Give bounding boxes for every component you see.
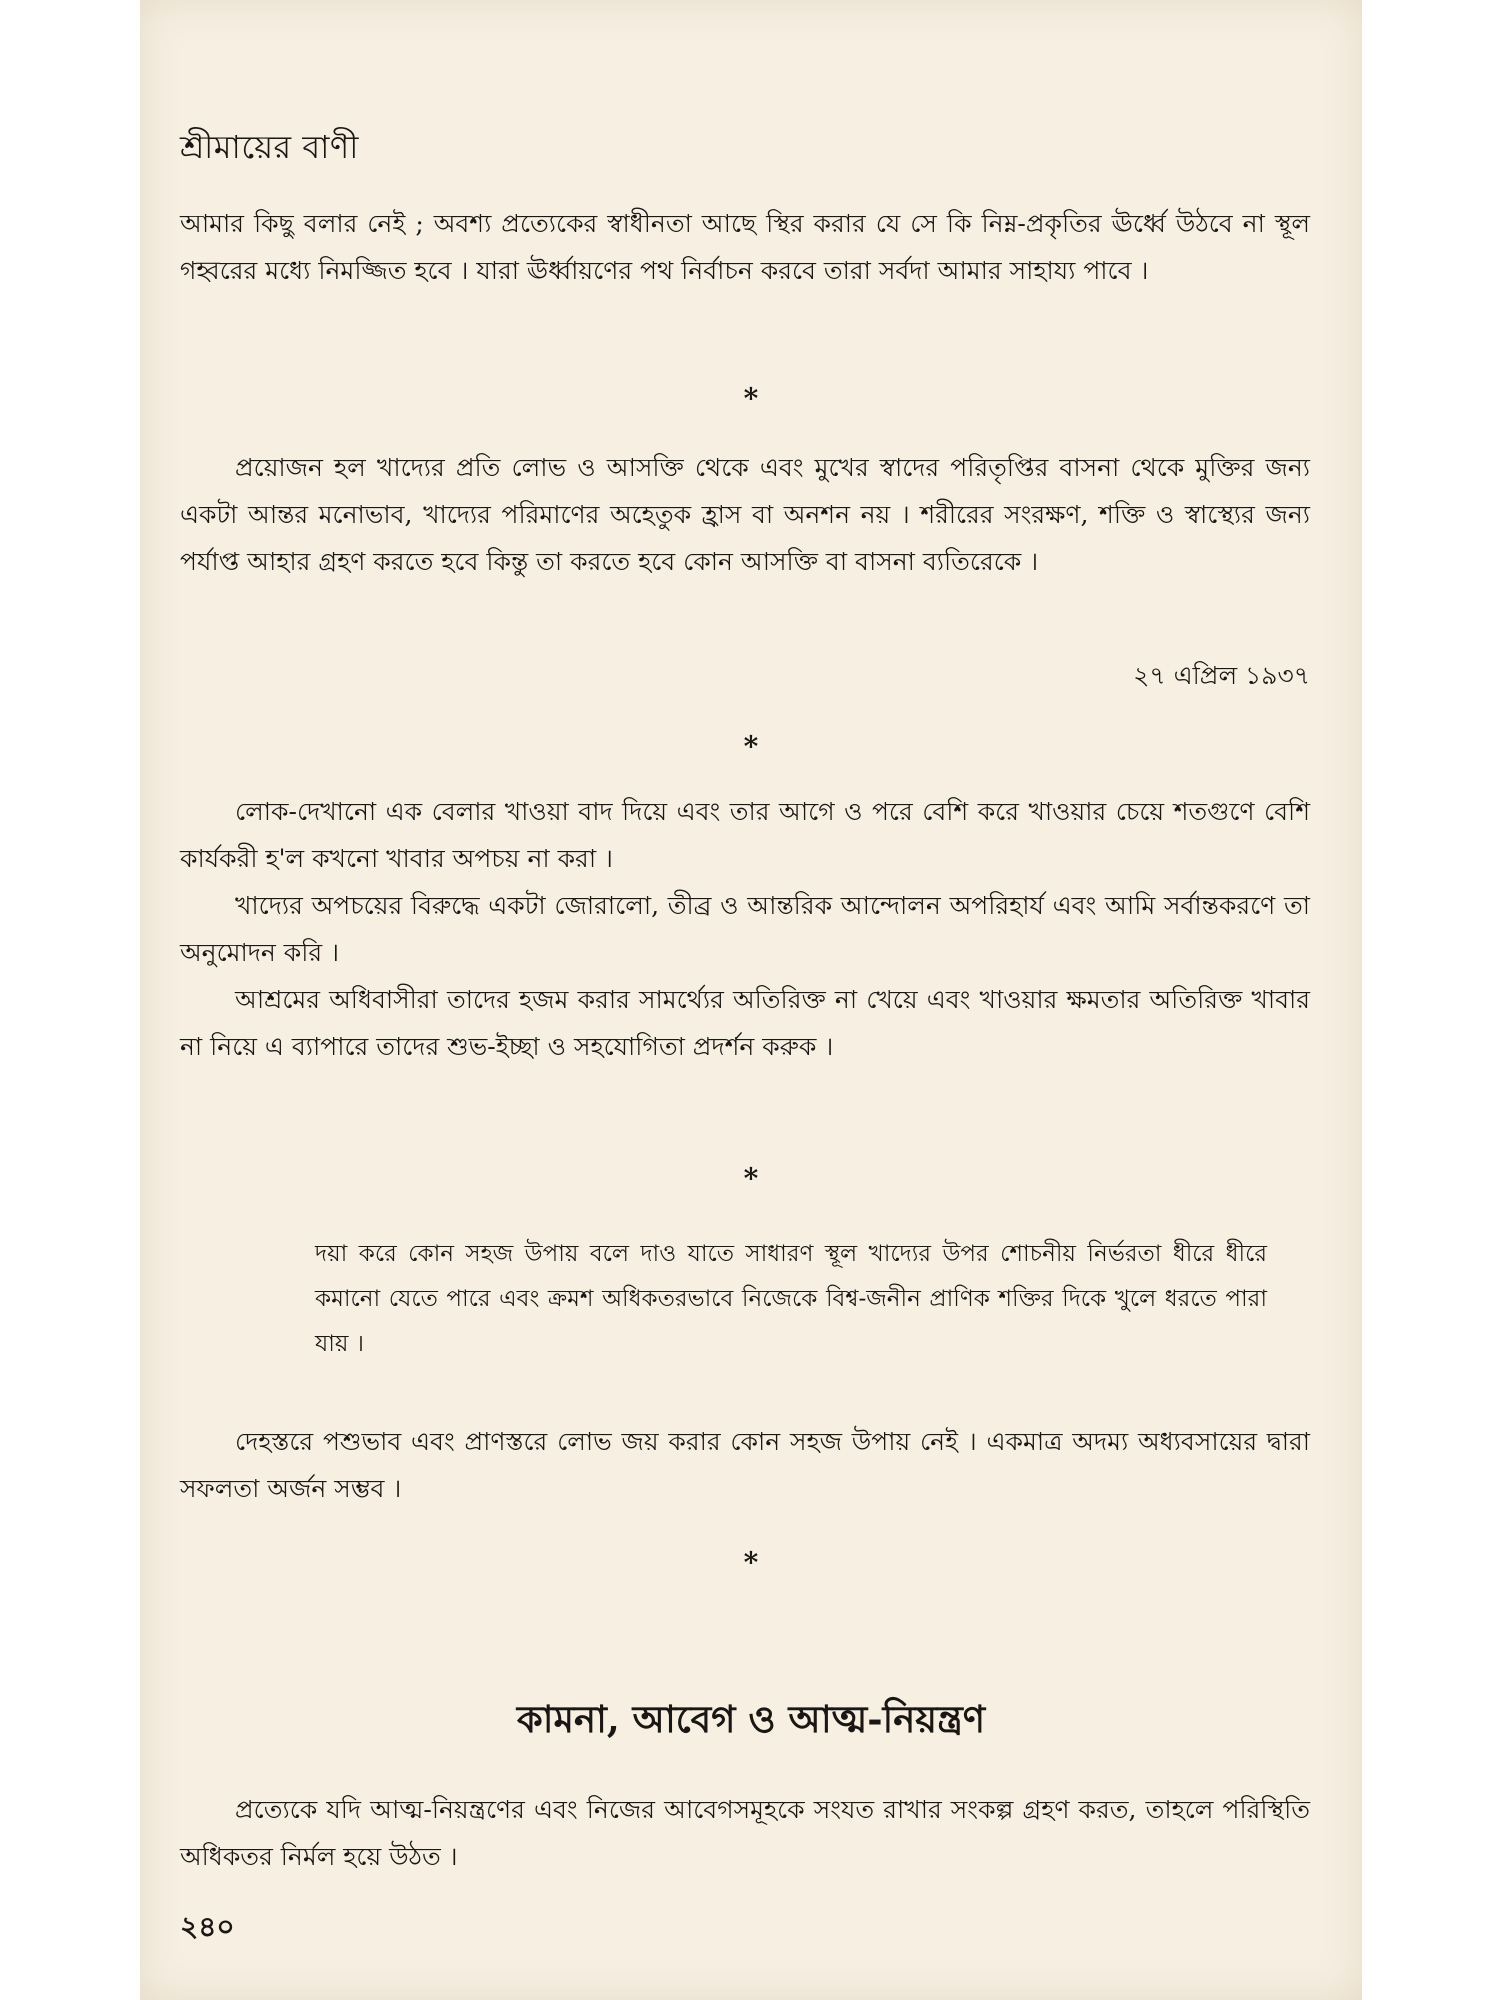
section5-text: প্রত্যেকে যদি আত্ম-নিয়ন্ত্রণের এবং নিজের আবেগসমূহকে সংযত রাখার সংকল্প গ্রহণ করত, তাহলে পরিস্থিতি অধিকতর নির্মল হয়ে উঠত ।: [180, 1795, 1310, 1871]
answer-text: দেহস্তরে পশুভাব এবং প্রাণস্তরে লোভ জয় করার কোন সহজ উপায় নেই । একমাত্র অদম্য অধ্যবসায়ের দ্বারা সফলতা অর্জন সম্ভব ।: [180, 1427, 1310, 1503]
section2-text: প্রয়োজন হল খাদ্যের প্রতি লোভ ও আসক্তি থেকে এবং মুখের স্বাদের পরিতৃপ্তির বাসনা থেকে মুক্তির জন্য একটা আন্তর মনোভাব, খাদ্যের পরিমাণের অহেতুক হ্রাস বা অনশন নয় । শরীরের সংরক্ষণ, শক্তি ও স্বাস্থ্যের জন্য পর্যাপ্ত আহার গ্রহণ করতে হবে কিন্তু তা করতে হবে কোন আসক্তি বা বাসনা ব্যতিরেকে ।: [180, 453, 1310, 576]
date-stamp: ২৭ এপ্রিল ১৯৩৭: [1133, 661, 1310, 690]
question-quote: [315, 1232, 1267, 1367]
separator-star: *: [743, 1546, 759, 1579]
section3-text-1: লোক-দেখানো এক বেলার খাওয়া বাদ দিয়ে এবং তার আগে ও পরে বেশি করে খাওয়ার চেয়ে শতগুণে বেশি কার্যকরী হ'ল কখনো খাবার অপচয় না করা ।: [180, 797, 1310, 873]
paragraph-section2: [180, 444, 1310, 585]
section-heading: কামনা, আবেগ ও আত্ম-নিয়ন্ত্রণ: [516, 1697, 986, 1741]
separator-star: *: [743, 1162, 759, 1195]
question-text: দয়া করে কোন সহজ উপায় বলে দাও যাতে সাধারণ স্থূল খাদ্যের উপর শোচনীয় নির্ভরতা ধীরে ধীরে কমানো যেতে পারে এবং ক্রমশ অধিকতরভাবে নিজেকে বিশ্ব-জনীন প্রাণিক শক্তির দিকে খুলে ধরতে পারা যায় ।: [315, 1241, 1267, 1357]
paragraph-section1: [180, 200, 1310, 294]
section3-text-3: আশ্রমের অধিবাসীরা তাদের হজম করার সামর্থ্যের অতিরিক্ত না খেয়ে এবং খাওয়ার ক্ষমতার অতিরিক্ত খাবার না নিয়ে এ ব্যাপারে তাদের শুভ-ইচ্ছা ও সহযোগিতা প্রদর্শন করুক ।: [180, 985, 1310, 1061]
page-number: ২৪০: [180, 1910, 235, 1943]
running-title: শ্রীমায়ের বাণী: [180, 128, 359, 166]
paragraph-section3: [180, 788, 1310, 1070]
separator-star: *: [743, 730, 759, 763]
section3-text-2: খাদ্যের অপচয়ের বিরুদ্ধে একটা জোরালো, তীব্র ও আন্তরিক আন্দোলন অপরিহার্য এবং আমি সর্বান্তকরণে তা অনুমোদন করি ।: [180, 891, 1310, 967]
section1-text: আমার কিছু বলার নেই ; অবশ্য প্রত্যেকের স্বাধীনতা আছে স্থির করার যে সে কি নিম্ন-প্রকৃতির ঊর্ধ্বে উঠবে না স্থূল গহ্বরের মধ্যে নিমজ্জিত হবে । যারা ঊর্ধ্বায়ণের পথ নির্বাচন করবে তারা সর্বদা আমার সাহায্য পাবে ।: [180, 209, 1310, 285]
paragraph-answer: [180, 1418, 1310, 1512]
book-page: [140, 0, 1362, 2000]
paragraph-section5: [180, 1786, 1310, 1880]
separator-star: *: [743, 382, 759, 415]
